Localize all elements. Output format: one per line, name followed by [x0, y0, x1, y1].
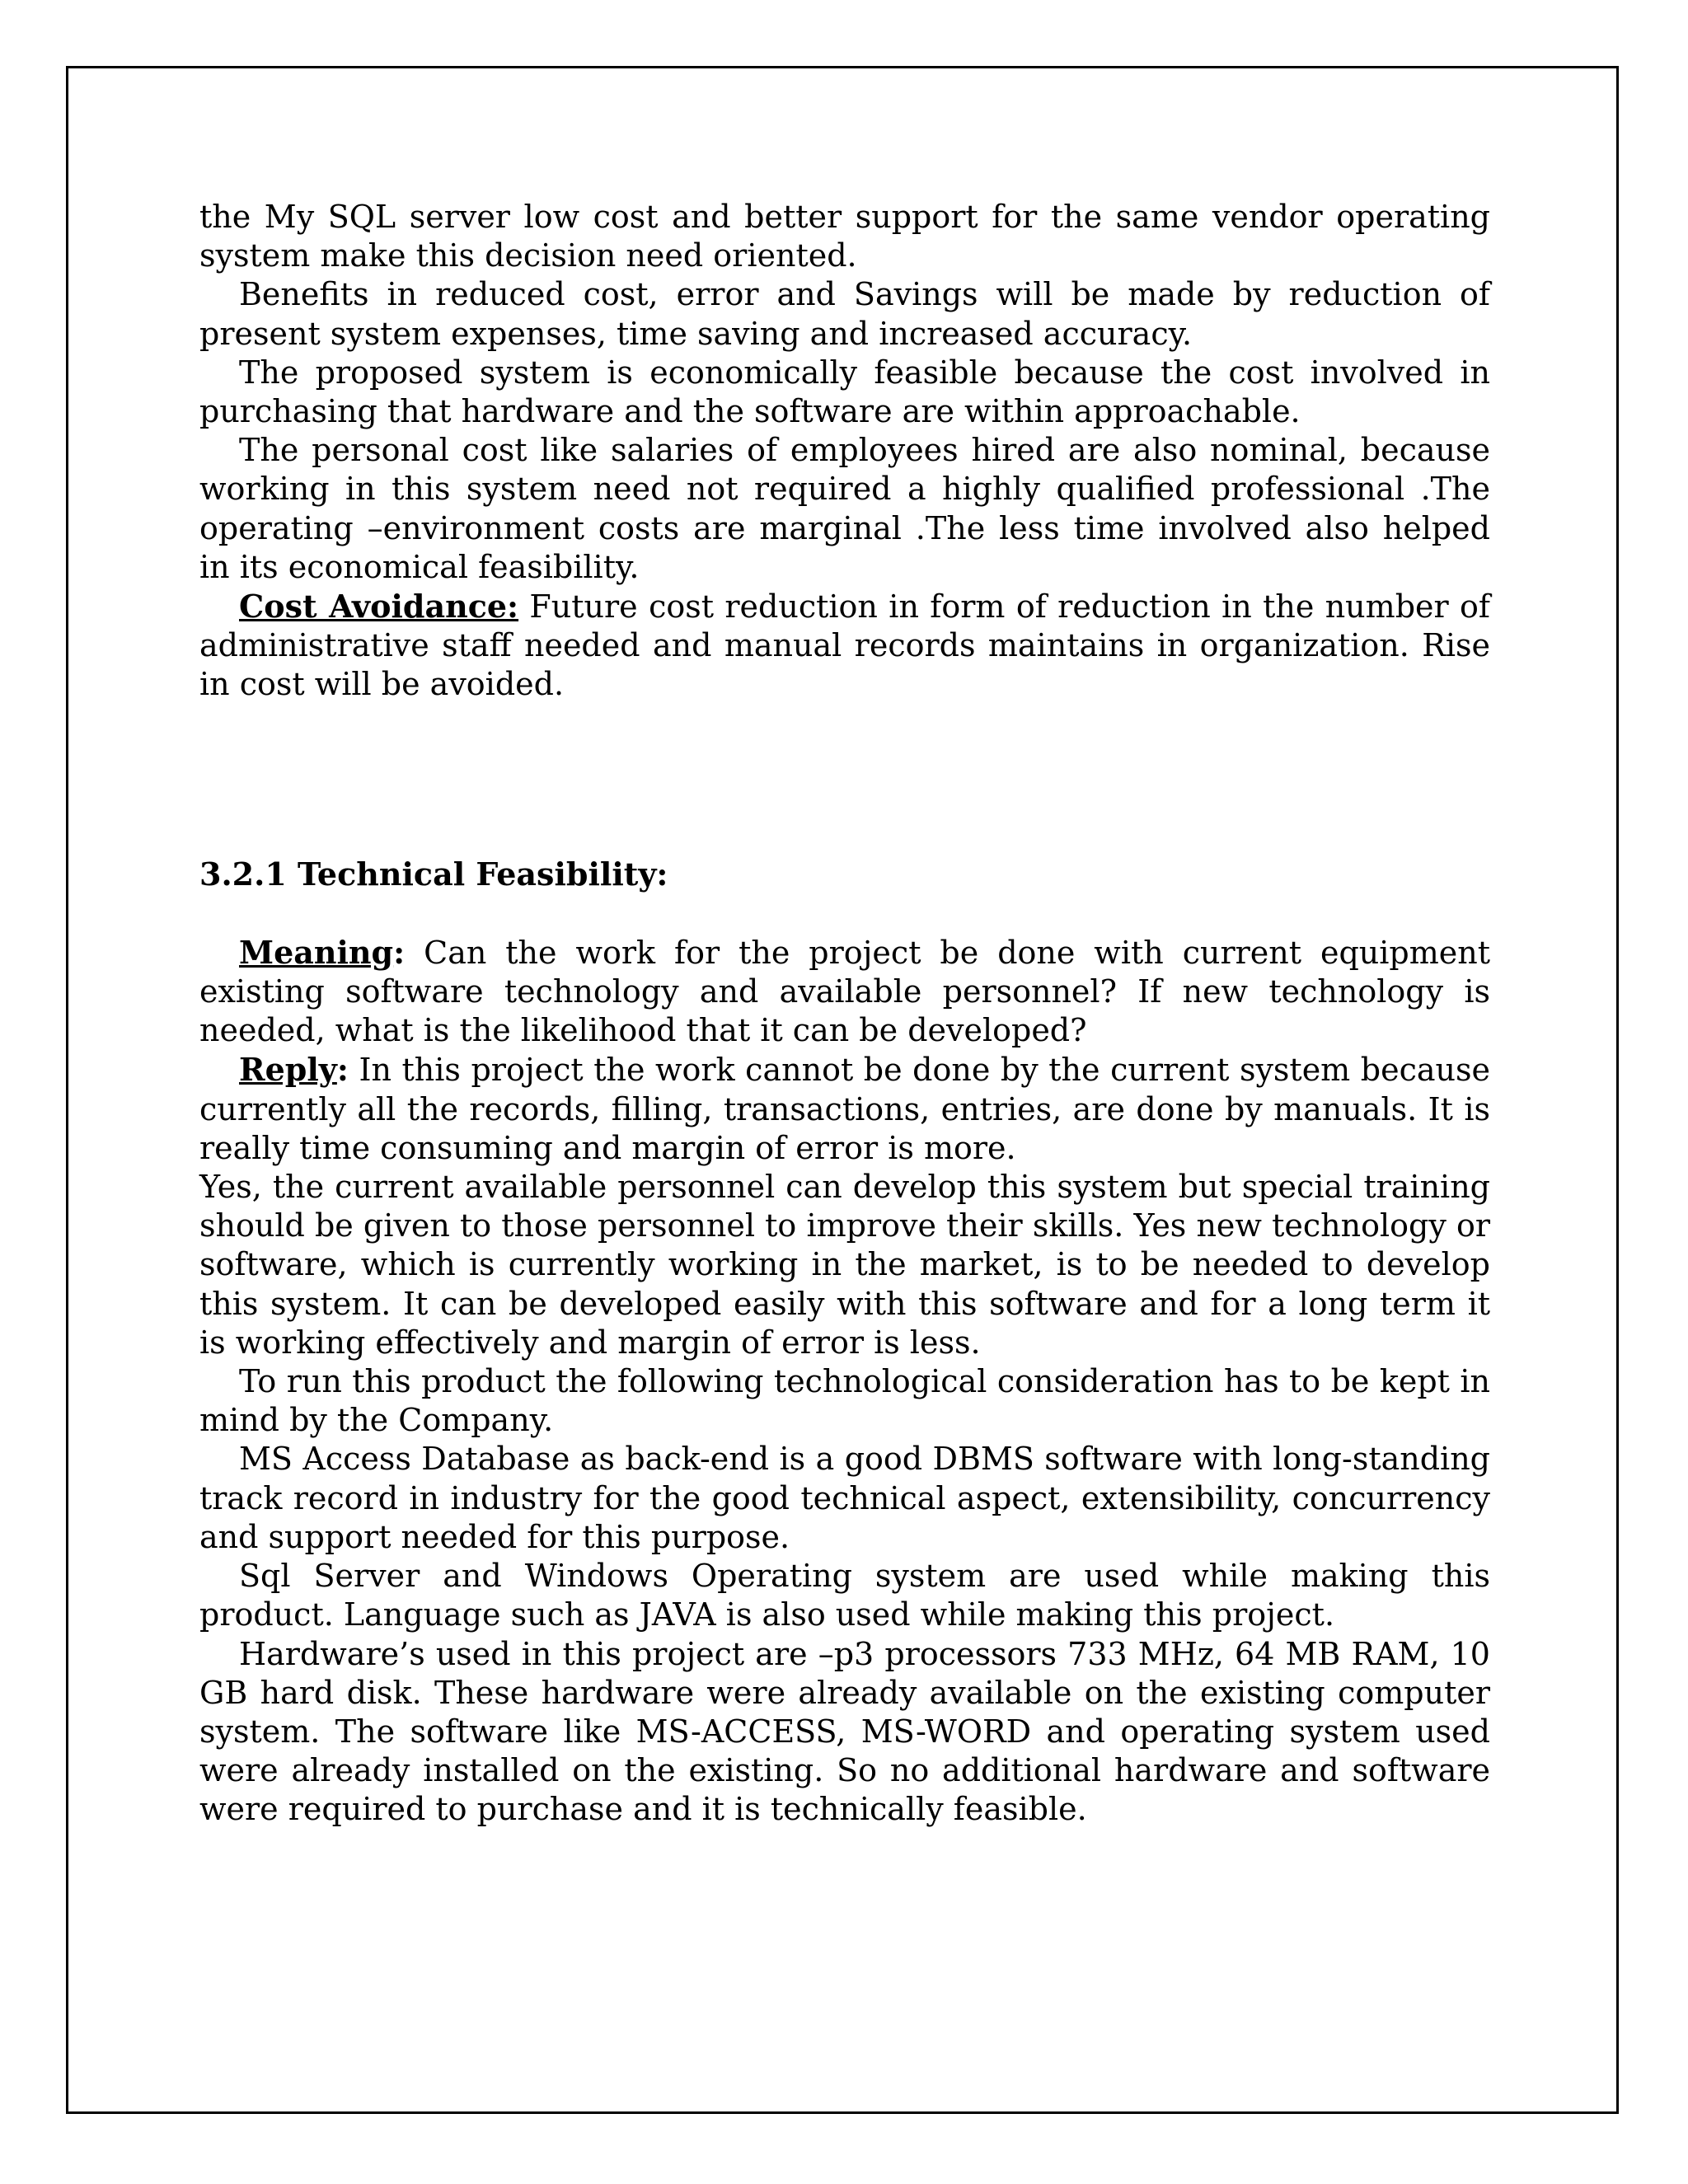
spacer: [199, 705, 1490, 855]
section-heading-technical-feasibility: 3.2.1 Technical Feasibility:: [199, 855, 668, 893]
document-body: [199, 198, 1490, 1830]
spacer: [199, 893, 1490, 933]
reply-colon: :: [336, 1051, 349, 1089]
cost-avoidance-label: Cost Avoidance:: [239, 588, 519, 626]
personnel-paragraph: Yes, the current available personnel can develop this system but special training should be given to those personnel to improve their skills. Yes new technology or software, which is currently working in the market, is to be needed to develop this system. It can be developed easily with this software and for a long term it is working effectively and margin of error is less.: [199, 1169, 1490, 1361]
economic-paragraph-1: the My SQL server low cost and better support for the same vendor operating system make this decision need oriented.: [199, 199, 1490, 274]
economic-paragraph-3: The proposed system is economically feasible because the cost involved in purchasing that hardware and the software are within approachable.: [199, 354, 1490, 430]
cost-avoidance-paragraph: [199, 587, 1490, 705]
economic-paragraph-4: The personal cost like salaries of employees hired are also nominal, because working in this system need not required a highly qualified professional .The operating –environment costs are marginal .The less time involved also helped in its economical feasibility.: [199, 432, 1490, 585]
sql-server-paragraph: Sql Server and Windows Operating system are used while making this product. Language such as JAVA is also used while making this project.: [199, 1558, 1490, 1633]
meaning-label: Meaning: [239, 933, 394, 971]
meaning-colon: :: [393, 933, 406, 971]
reply-label: Reply: [239, 1051, 337, 1089]
cost-avoidance-text: Future cost reduction in form of reduction in the number of administrative staff needed and manual records maintains in organization. Rise in cost will be avoided.: [199, 588, 1490, 703]
reply-text: In this project the work cannot be done by the current system because currently all the records, filling, transactions, entries, are done by manuals. It is really time consuming and margin of error is more.: [199, 1052, 1490, 1166]
meaning-text: Can the work for the project be done with current equipment existing software technology and available personnel? If new technology is needed, what is the likelihood that it can be developed?: [199, 934, 1490, 1049]
reply-paragraph: [199, 1050, 1490, 1168]
ms-access-paragraph: MS Access Database as back-end is a good DBMS software with long-standing track record in industry for the good technical aspect, extensibility, concurrency and support needed for this purpose.: [199, 1441, 1490, 1555]
economic-paragraph-2: Benefits in reduced cost, error and Savings will be made by reduction of present system expenses, time saving and increased accuracy.: [199, 276, 1490, 352]
meaning-paragraph: [199, 933, 1490, 1051]
run-product-paragraph: To run this product the following technological consideration has to be kept in mind by the Company.: [199, 1363, 1490, 1439]
hardware-paragraph: Hardware’s used in this project are –p3 processors 733 MHz, 64 MB RAM, 10 GB hard disk. These hardware were already available on the existing computer system. The software like MS-ACCESS, MS-WORD and operating system used were already installed on the existing. So no additional hardware and software were required to purchase and it is technically feasible.: [199, 1635, 1490, 1828]
